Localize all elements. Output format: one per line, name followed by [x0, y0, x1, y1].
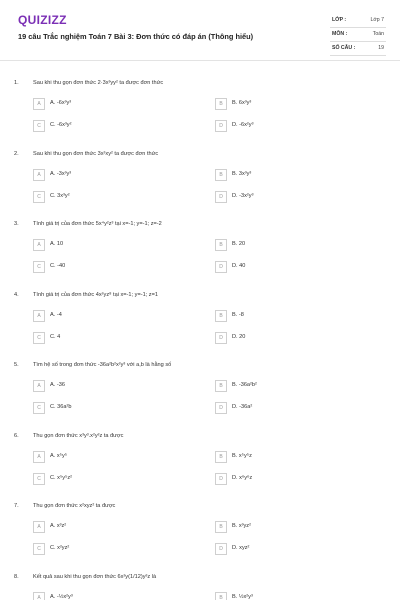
- option-text: C. 3x³y²: [50, 192, 70, 199]
- quizizz-logo: QUIZIZZ: [18, 13, 67, 27]
- option-letter: B: [215, 592, 227, 600]
- option-c[interactable]: [33, 543, 183, 554]
- option-d[interactable]: [215, 473, 365, 484]
- option-text: B. x³yz²: [232, 523, 251, 529]
- option-text: B. 6x³y³: [232, 100, 252, 106]
- option-letter: A: [33, 451, 45, 463]
- question-text: Thu gọn đơn thức x³y³.x²y²z ta được: [33, 432, 124, 439]
- option-b[interactable]: [215, 380, 365, 391]
- question-text: Kết quả sau khi thu gọn đơn thức 6x²y(1/12)y²z là: [33, 573, 157, 580]
- option-d[interactable]: [215, 120, 365, 131]
- question-text: Sau khi thu gọn đơn thức 3x²xy² ta được đơn thức: [33, 150, 159, 157]
- option-b[interactable]: [215, 98, 365, 109]
- option-letter: D: [215, 191, 227, 203]
- option-text: C. x⁵y⁵z²: [50, 474, 73, 481]
- meta-row-count: [330, 42, 386, 56]
- option-text: D. xyz²: [232, 545, 250, 551]
- option-b[interactable]: [215, 521, 365, 532]
- question-text: Sau khi thu gọn đơn thức 2·3x³yy² ta được đơn thức: [33, 80, 164, 86]
- option-letter: C: [33, 332, 45, 344]
- option-letter: B: [215, 521, 227, 533]
- option-letter: A: [33, 239, 45, 251]
- question-text: Tính giá trị của đơn thức 4x²yz⁸ tại x=-1; y=-1; z=1: [33, 291, 158, 298]
- worksheet-title: 19 câu Trắc nghiệm Toán 7 Bài 3: Đơn thức có đáp án (Thông hiểu): [18, 32, 254, 41]
- option-text: A. x⁵y⁵: [50, 452, 68, 459]
- option-text: D. 40: [232, 263, 246, 269]
- option-letter: D: [215, 402, 227, 414]
- option-letter: D: [215, 332, 227, 344]
- option-text: C. x²yz²: [50, 545, 70, 551]
- option-letter: C: [33, 543, 45, 555]
- question-number: 1.: [14, 80, 19, 86]
- option-letter: D: [215, 261, 227, 273]
- option-a[interactable]: [33, 380, 183, 391]
- option-b[interactable]: [215, 169, 365, 180]
- question-number: 5.: [14, 362, 19, 368]
- option-a[interactable]: [33, 239, 183, 250]
- option-text: D. -6x²y³: [232, 122, 254, 128]
- option-letter: A: [33, 98, 45, 110]
- option-a[interactable]: [33, 592, 183, 600]
- question-item: [0, 433, 400, 504]
- question-text: Tìm hệ số trong đơn thức -36a²b²x²y³ với a,b là hằng số: [33, 362, 172, 368]
- question-item: [0, 362, 400, 433]
- meta-row-class: [330, 14, 386, 28]
- option-text: C. -40: [50, 263, 66, 269]
- question-list: [0, 80, 400, 600]
- meta-table: [330, 14, 386, 56]
- option-d[interactable]: [215, 402, 365, 413]
- option-text: B. -36a²b²: [232, 382, 257, 388]
- option-d[interactable]: [215, 261, 365, 272]
- option-letter: C: [33, 261, 45, 273]
- option-letter: C: [33, 191, 45, 203]
- question-number: 7.: [14, 503, 19, 509]
- question-number: 8.: [14, 573, 19, 580]
- option-d[interactable]: [215, 543, 365, 554]
- question-item: [0, 221, 400, 292]
- option-text: A. -½x²y³: [50, 593, 73, 600]
- question-item: [0, 292, 400, 363]
- option-letter: A: [33, 380, 45, 392]
- header-divider: [0, 60, 400, 61]
- option-letter: B: [215, 169, 227, 181]
- option-text: B. x⁵y⁵z: [232, 452, 252, 459]
- option-text: A. -3x³y³: [50, 170, 72, 177]
- option-text: B. 3x³y³: [232, 170, 252, 177]
- option-b[interactable]: [215, 239, 365, 250]
- option-b[interactable]: [215, 592, 365, 600]
- meta-value: Lớp 7: [370, 17, 384, 23]
- option-letter: A: [33, 310, 45, 322]
- option-text: D. 20: [232, 333, 246, 340]
- option-c[interactable]: [33, 261, 183, 272]
- option-d[interactable]: [215, 332, 365, 343]
- option-text: A. -4: [50, 311, 62, 318]
- meta-value: 19: [378, 45, 384, 51]
- question-text: Thu gọn đơn thức x²xyz² ta được: [33, 503, 116, 509]
- option-letter: D: [215, 543, 227, 555]
- question-number: 6.: [14, 432, 19, 439]
- option-a[interactable]: [33, 521, 183, 532]
- option-text: A. x³z²: [50, 523, 67, 529]
- option-a[interactable]: [33, 169, 183, 180]
- option-letter: A: [33, 521, 45, 533]
- option-text: D. -36a²: [232, 404, 253, 410]
- question-number: 4.: [14, 291, 19, 298]
- option-letter: B: [215, 310, 227, 322]
- option-a[interactable]: [33, 98, 183, 109]
- option-a[interactable]: [33, 310, 183, 321]
- option-letter: D: [215, 473, 227, 485]
- option-letter: B: [215, 380, 227, 392]
- question-item: [0, 151, 400, 222]
- question-number: 3.: [14, 221, 19, 227]
- option-c[interactable]: [33, 120, 183, 131]
- option-c[interactable]: [33, 402, 183, 413]
- option-text: D. x⁶y⁶z: [232, 474, 253, 481]
- option-text: A. -6x³y³: [50, 100, 72, 106]
- option-a[interactable]: [33, 451, 183, 462]
- question-item: [0, 574, 400, 600]
- option-letter: C: [33, 402, 45, 414]
- meta-key: SỐ CÂU :: [332, 45, 356, 51]
- option-c[interactable]: [33, 332, 183, 343]
- question-item: [0, 80, 400, 151]
- option-letter: B: [215, 451, 227, 463]
- question-text: Tính giá trị của đơn thức 5x⁴y²z³ tại x=-1; y=-1; z=-2: [33, 221, 162, 227]
- option-text: C. -6x³y²: [50, 122, 72, 128]
- option-text: A. 10: [50, 241, 64, 247]
- option-letter: A: [33, 169, 45, 181]
- option-letter: C: [33, 473, 45, 485]
- option-text: C. 4: [50, 333, 61, 340]
- option-c[interactable]: [33, 191, 183, 202]
- question-item: [0, 503, 400, 574]
- option-text: B. ½x²y³: [232, 593, 253, 600]
- option-d[interactable]: [215, 191, 365, 202]
- meta-key: MÔN :: [332, 31, 348, 37]
- option-text: B. 20: [232, 241, 246, 247]
- meta-row-subject: [330, 28, 386, 42]
- option-c[interactable]: [33, 473, 183, 484]
- question-number: 2.: [14, 150, 19, 157]
- option-text: C. 36a²b: [50, 404, 72, 410]
- meta-value: Toán: [372, 31, 384, 37]
- option-text: B. -8: [232, 311, 244, 318]
- option-letter: B: [215, 239, 227, 251]
- option-letter: B: [215, 98, 227, 110]
- meta-key: LỚP :: [332, 17, 347, 23]
- option-text: A. -36: [50, 382, 65, 388]
- option-letter: A: [33, 592, 45, 600]
- option-b[interactable]: [215, 310, 365, 321]
- option-text: D. -3x²y³: [232, 192, 254, 199]
- option-letter: D: [215, 120, 227, 132]
- option-letter: C: [33, 120, 45, 132]
- option-b[interactable]: [215, 451, 365, 462]
- worksheet-header: [0, 0, 400, 60]
